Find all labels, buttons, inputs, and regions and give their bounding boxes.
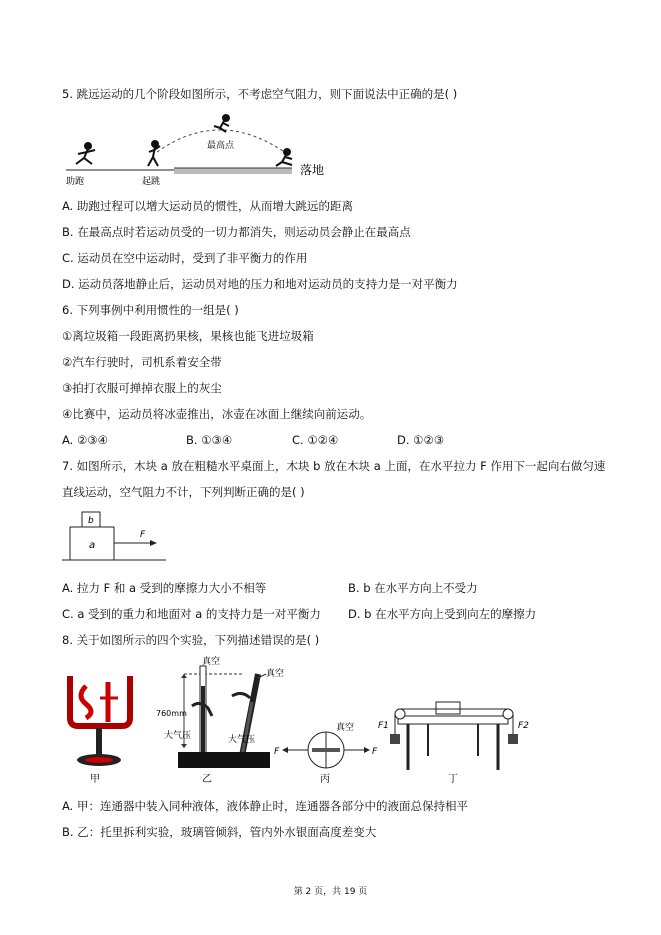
q8-four-experiments-figure [62,656,538,786]
torricelli-experiment [156,656,284,768]
label-F-left: F [274,747,280,757]
label-F1: F1 [378,721,389,731]
q6-stem: 6. 下列事例中利用惯性的一组是( ) [62,303,239,317]
q5-option-b: B. 在最高点时若运动员受的一切力都消失，则运动员会静止在最高点 [62,225,411,239]
q7-stem-line1: 7. 如图所示，木块 a 放在粗糙水平桌面上，木块 b 放在木块 a 上面，在水平拉力 F 作用下一起向右做匀速 [62,459,606,473]
label-vacuum-2: 真空 [266,669,285,679]
label-land: 落地 [300,163,325,177]
label-a: a [89,540,96,551]
q8-option-a: A. 甲：连通器中装入同种液体，液体静止时，连通器各部分中的液面总保持相平 [62,799,468,813]
label-ding: 丁 [448,774,458,785]
label-b: b [88,516,94,526]
q6-option-a: A. ②③④ [62,433,108,447]
label-highest: 最高点 [207,141,235,151]
q6-item-2: ②汽车行驶时，司机系着安全带 [62,355,222,369]
magdeburg-hemispheres [274,721,378,768]
q5-option-d: D. 运动员落地静止后，运动员对地的压力和地对运动员的支持力是一对平衡力 [62,277,458,291]
q6-item-1: ①离垃圾箱一段距离扔果核，果核也能飞进垃圾箱 [62,329,314,343]
airborne-jumper-icon [214,115,229,132]
pulley-table-experiment [378,702,529,770]
q6-item-3: ③拍打衣服可掸掉衣服上的灰尘 [62,381,222,395]
q6-option-c: C. ①②④ [292,433,339,447]
q7-option-c: C. a 受到的重力和地面对 a 的支持力是一对平衡力 [62,607,321,621]
q7-option-b: B. b 在水平方向上不受力 [348,581,478,595]
label-F-right: F [372,747,378,757]
label-bing: 丙 [320,774,330,785]
q6-option-b: B. ①③④ [186,433,233,447]
q7-option-a: A. 拉力 F 和 a 受到的摩擦力大小不相等 [62,581,267,595]
q5-option-a: A. 助跑过程可以增大运动员的惯性，从而增大跳远的距离 [62,199,353,213]
label-yi: 乙 [202,774,212,785]
page-footer: 第 2 页，共 19 页 [293,887,368,897]
q7-option-d: D. b 在水平方向上受到向左的摩擦力 [348,607,537,621]
q5-stem: 5. 跳远运动的几个阶段如图所示，不考虑空气阻力，则下面说法中正确的是( ) [62,87,458,101]
label-jia: 甲 [90,774,100,785]
landing-jumper-icon [276,149,292,166]
q5-long-jump-figure [62,112,352,188]
q8-option-b: B. 乙：托里拆利实验，玻璃管倾斜，管内外水银面高度差变大 [62,825,377,839]
q6-item-4: ④比赛中，运动员将冰壶推出，冰壶在冰面上继续向前运动。 [62,407,372,421]
label-760mm: 760mm [156,709,187,718]
label-F2: F2 [518,721,529,731]
q7-stem-line2: 直线运动，空气阻力不计，下列判断正确的是( ) [62,485,305,499]
label-vacuum-3: 真空 [336,723,355,733]
label-vacuum-1: 真空 [202,657,221,667]
label-atm-1: 大气压 [164,731,192,741]
q6-option-d: D. ①②③ [397,433,445,447]
label-F: F [140,530,146,540]
takeoff-jumper-icon [148,141,160,166]
communicating-vessels [70,676,130,766]
q8-stem: 8. 关于如图所示的四个实验，下列描述错误的是( ) [62,633,320,647]
label-atm-2: 大气压 [228,735,256,745]
label-takeoff: 起跳 [142,177,161,187]
label-run: 助跑 [66,177,85,187]
runner-icon [76,143,95,164]
q7-blocks-figure [62,508,172,566]
q5-option-c: C. 运动员在空中运动时，受到了非平衡力的作用 [62,251,308,265]
